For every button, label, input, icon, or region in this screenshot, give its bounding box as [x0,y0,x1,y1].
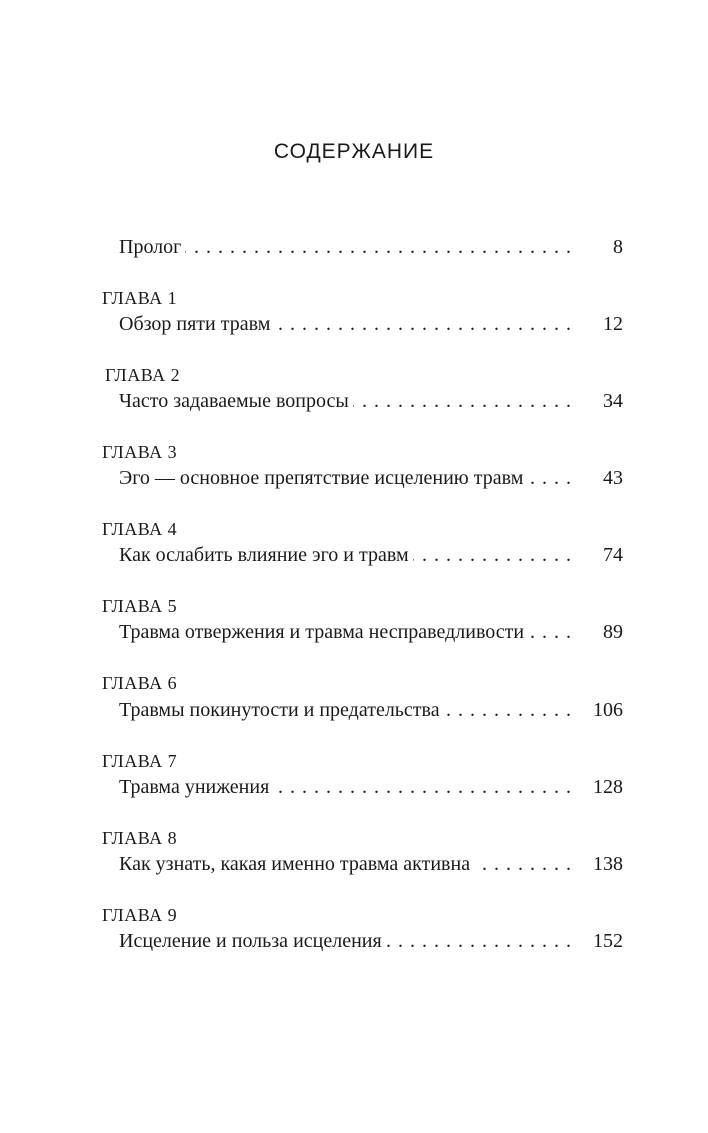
dot-leader [273,776,571,799]
chapter-label: ГЛАВА 9 [102,905,178,925]
toc-entry-title: Как ослабить влияние эго и травм [119,544,409,566]
dot-leader [474,853,571,876]
chapter-label: ГЛАВА 4 [102,519,178,539]
toc-entry-chapter-4 [119,544,623,572]
toc-entry-chapter-8 [119,853,623,881]
toc-page-number: 12 [603,313,623,335]
toc-entry-title: Травма отвержения и травма несправедливости [119,621,525,643]
dot-leader [386,930,571,953]
toc-page-number: 8 [613,236,623,258]
dot-leader [274,313,571,336]
toc-entry-title: Исцеление и польза исцеления [119,930,382,952]
chapter-label: ГЛАВА 7 [102,751,178,771]
dot-leader [444,699,571,722]
toc-entry-chapter-9 [119,930,623,958]
dot-leader [413,544,571,567]
toc-page-number: 34 [603,390,623,412]
toc-entry-title: Часто задаваемые вопросы [119,390,349,412]
chapter-label: ГЛАВА 6 [102,673,178,693]
toc-entry-title: Эго — основное препятствие исцелению травм [119,467,524,489]
toc-entry-title: Как узнать, какая именно травма активна [119,853,471,875]
chapter-label: ГЛАВА 5 [102,596,178,616]
dot-leader [528,621,571,644]
chapter-label: ГЛАВА 2 [105,365,181,385]
toc-entry-title: Обзор пяти травм [119,313,271,335]
dot-leader [527,467,571,490]
toc-entry-chapter-1 [119,313,623,341]
toc-page-number: 106 [593,699,623,721]
dot-leader [353,390,571,413]
toc-entry-title: Травмы покинутости и предательства [119,699,440,721]
toc-entry-title: Травма унижения [119,776,270,798]
toc-page-number: 128 [593,776,623,798]
toc-page-number: 138 [593,853,623,875]
toc-entry-chapter-3 [119,467,623,495]
toc-entry-title: Пролог [119,236,182,258]
toc-page-number: 152 [593,930,623,952]
toc-entry-chapter-5 [119,621,623,649]
chapter-label: ГЛАВА 1 [102,288,178,308]
toc-page-number: 43 [603,467,623,489]
toc-entry-chapter-7 [119,776,623,804]
toc-entry-chapter-6 [119,699,623,727]
toc-page-number: 89 [603,621,623,643]
toc-page-number: 74 [603,544,623,566]
dot-leader [185,236,571,259]
page-title: СОДЕРЖАНИЕ [273,140,435,163]
toc-entry-prologue [119,236,623,264]
chapter-label: ГЛАВА 8 [102,828,178,848]
chapter-label: ГЛАВА 3 [102,442,178,462]
toc-entry-chapter-2 [119,390,623,418]
